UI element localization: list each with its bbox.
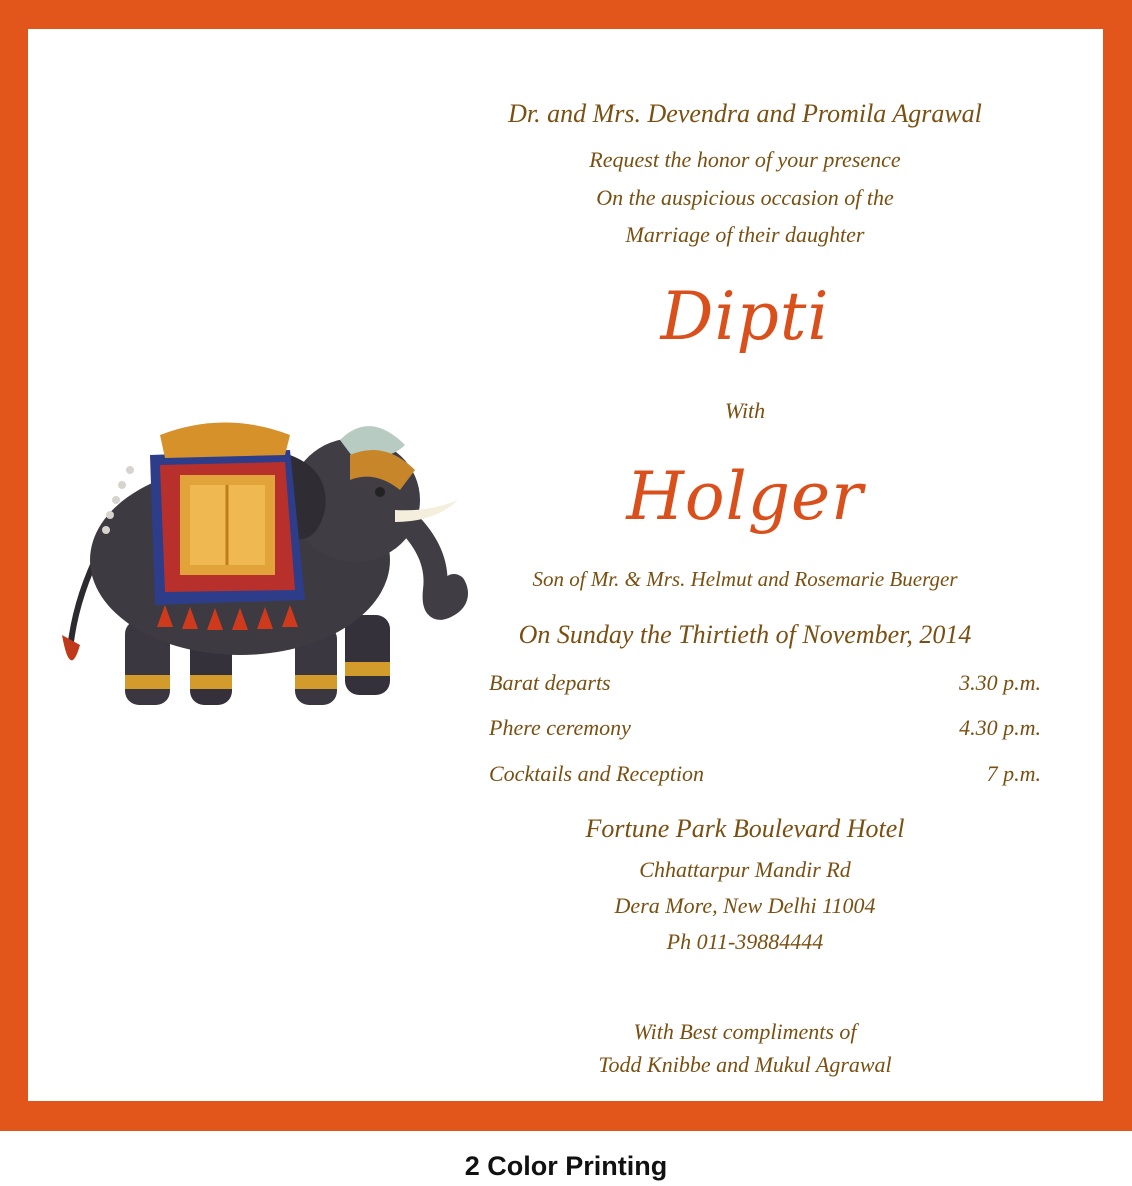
- schedule-event: Barat departs: [489, 670, 611, 695]
- caption-bar: [0, 1131, 1132, 1186]
- request-line-1: Request the honor of your presence: [589, 147, 901, 172]
- venue-name: Fortune Park Boulevard Hotel: [585, 814, 905, 843]
- with-word: With: [724, 398, 766, 423]
- compliments-line-1: With Best compliments of: [633, 1019, 857, 1044]
- address-line-2: Dera More, New Delhi 11004: [614, 893, 876, 918]
- request-line-2: On the auspicious occasion of the: [596, 185, 894, 210]
- groom-parents-line: Son of Mr. & Mrs. Helmut and Rosemarie Buerger: [532, 567, 958, 591]
- elephant-illustration: [40, 400, 470, 730]
- groom-name: Holger: [626, 458, 864, 535]
- compliments-line-2: Todd Knibbe and Mukul Agrawal: [598, 1052, 892, 1077]
- schedule-time: 4.30 p.m.: [959, 715, 1041, 740]
- bride-name: Dipti: [660, 278, 830, 355]
- hosts-line: Dr. and Mrs. Devendra and Promila Agrawal: [508, 99, 982, 128]
- phone-line: Ph 011-39884444: [666, 929, 824, 954]
- schedule-event: Cocktails and Reception: [489, 761, 705, 786]
- address-line-1: Chhattarpur Mandir Rd: [639, 857, 851, 882]
- request-line-3: Marriage of their daughter: [625, 222, 865, 247]
- wedding-date: On Sunday the Thirtieth of November, 2014: [518, 620, 972, 649]
- schedule-event: Phere ceremony: [489, 715, 631, 740]
- schedule-time: 7 p.m.: [986, 761, 1041, 786]
- schedule-time: 3.30 p.m.: [959, 670, 1041, 695]
- caption-text: 2 Color Printing: [464, 1151, 668, 1181]
